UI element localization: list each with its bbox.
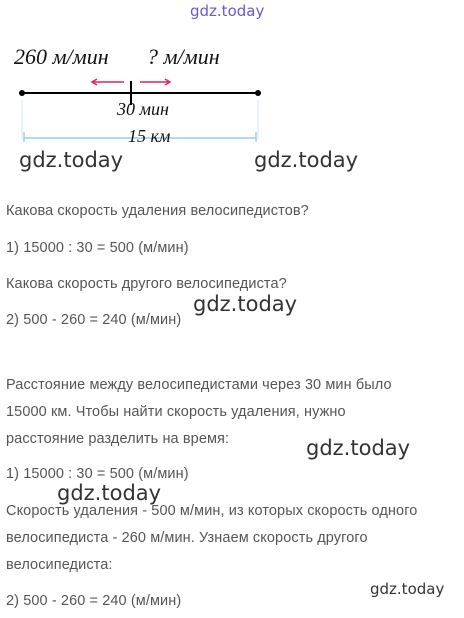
watermark-middle-2: gdz.today bbox=[306, 436, 411, 460]
start-point bbox=[19, 90, 25, 96]
question-1: Какова скорость удаления велосипедистов? bbox=[6, 203, 309, 219]
calculation-3: 1) 15000 : 30 = 500 (м/мин) bbox=[6, 466, 189, 482]
watermark-bottom-right: gdz.today bbox=[370, 580, 445, 598]
explanation-line-6: велосипедиста: bbox=[6, 557, 113, 573]
motion-diagram bbox=[0, 0, 464, 170]
explanation-line-3: расстояние разделить на время: bbox=[6, 431, 230, 447]
time-label: 30 мин bbox=[117, 99, 169, 119]
explanation-line-1: Расстояние между велосипедистами через 30 мин было bbox=[6, 377, 392, 393]
end-point bbox=[255, 90, 261, 96]
watermark-top: gdz.today bbox=[190, 2, 265, 20]
calculation-2: 2) 500 - 260 = 240 (м/мин) bbox=[6, 312, 182, 328]
speed2-label: ? м/мин bbox=[147, 44, 220, 69]
watermark-middle: gdz.today bbox=[193, 292, 298, 316]
watermark-lower-left: gdz.today bbox=[57, 481, 162, 505]
calculation-1: 1) 15000 : 30 = 500 (м/мин) bbox=[6, 240, 189, 256]
explanation-line-2: 15000 км. Чтобы найти скорость удаления, нужно bbox=[6, 404, 346, 420]
watermark-right: gdz.today bbox=[254, 148, 359, 172]
explanation-line-4: Скорость удаления - 500 м/мин, из которых скорость одного bbox=[6, 503, 418, 519]
question-2: Какова скорость другого велосипедиста? bbox=[6, 276, 287, 292]
explanation-line-5: велосипедиста - 260 м/мин. Узнаем скорость другого bbox=[6, 530, 368, 546]
calculation-4: 2) 500 - 260 = 240 (м/мин) bbox=[6, 593, 182, 609]
distance-label: 15 км bbox=[128, 126, 171, 146]
speed1-label: 260 м/мин bbox=[14, 44, 109, 69]
watermark-left: gdz.today bbox=[19, 148, 124, 172]
